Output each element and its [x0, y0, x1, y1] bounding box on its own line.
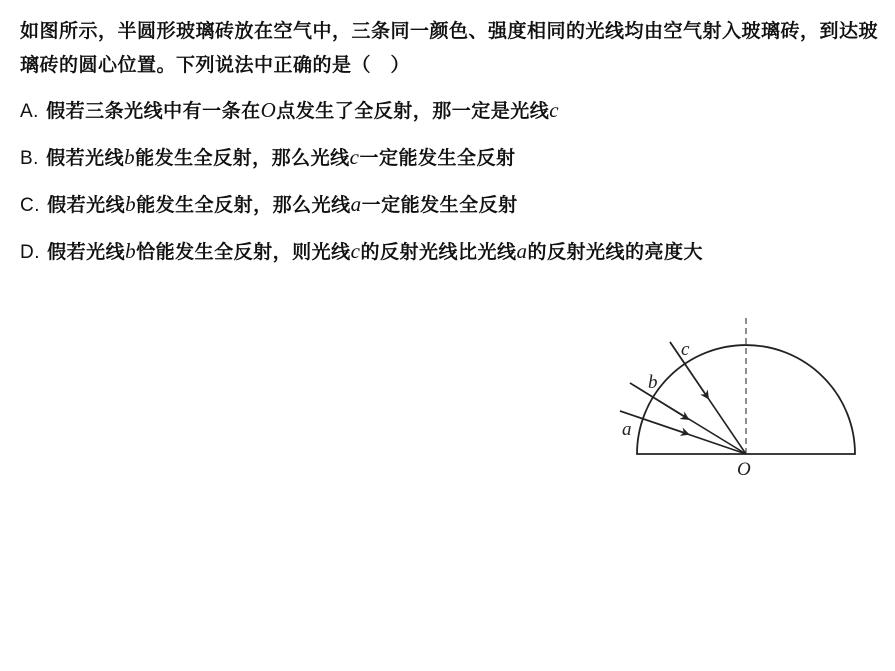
option-text: 一定能发生全反射 — [361, 194, 518, 216]
option-letter: C. — [20, 195, 40, 216]
option-letter: A. — [20, 101, 39, 122]
point-variable: O — [260, 98, 277, 122]
option-text: 的反射光线比光线 — [360, 241, 517, 263]
option-text: 假若三条光线中有一条在 — [46, 100, 261, 122]
figure-svg — [600, 308, 880, 488]
option-b — [20, 140, 880, 176]
option-text: 一定能发生全反射 — [359, 147, 516, 169]
ray-variable: c — [349, 145, 360, 169]
option-text: 假若光线 — [46, 147, 125, 169]
option-text: 点发生了全反射，那一定是光线 — [276, 100, 550, 122]
semicircle-glass-figure — [600, 308, 880, 488]
option-c — [20, 187, 880, 223]
ray-variable: a — [516, 239, 528, 263]
ray-variable: b — [125, 192, 137, 216]
label-a: a — [622, 419, 632, 440]
option-text: 假若光线 — [47, 241, 126, 263]
option-text: 的反射光线的亮度大 — [527, 241, 704, 263]
label-center-o: O — [737, 459, 751, 480]
option-text: 恰能发生全反射，则光线 — [136, 241, 351, 263]
option-text: 能发生全反射，那么光线 — [135, 147, 350, 169]
label-c: c — [681, 339, 690, 360]
ray-variable: a — [350, 192, 362, 216]
ray-variable: c — [350, 239, 361, 263]
question-block — [20, 14, 880, 270]
option-letter: B. — [20, 148, 39, 169]
option-letter: D. — [20, 242, 40, 263]
label-b: b — [648, 372, 658, 393]
question-stem: 如图所示，半圆形玻璃砖放在空气中，三条同一颜色、强度相同的光线均由空气射入玻璃砖，到达玻璃砖的圆心位置。下列说法中正确的是（ ） — [20, 20, 879, 76]
ray-variable: b — [124, 145, 136, 169]
option-text: 假若光线 — [47, 194, 126, 216]
option-text: 能发生全反射，那么光线 — [136, 194, 351, 216]
ray-variable: b — [125, 239, 137, 263]
option-a — [20, 93, 880, 129]
option-d — [20, 234, 880, 270]
ray-variable: c — [549, 98, 560, 122]
